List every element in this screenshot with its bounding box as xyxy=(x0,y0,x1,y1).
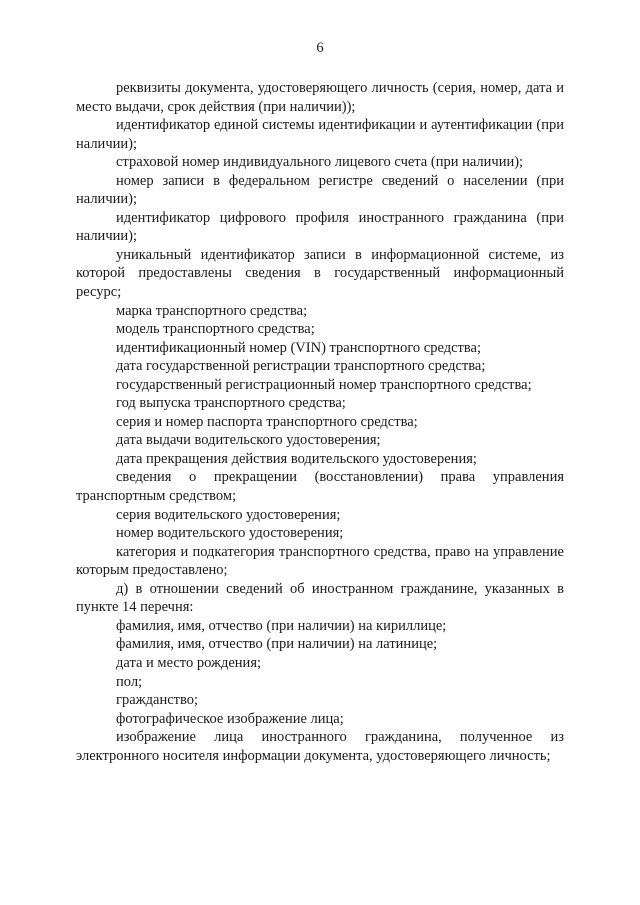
paragraph-registration-date: дата государственной регистрации транспортного средства; xyxy=(116,358,486,375)
paragraph-birth-date-place: дата и место рождения; xyxy=(116,654,262,671)
paragraph-manufacture-year: год выпуска транспортного средства; xyxy=(116,395,346,412)
page-number: 6 xyxy=(316,40,324,56)
paragraph-registration-number: государственный регистрационный номер транспортного средства; xyxy=(116,376,532,393)
paragraph-license-number: номер водительского удостоверения; xyxy=(116,525,344,542)
paragraph-population-register-record: номер записи в федеральном регистре сведений о населении (при наличии); xyxy=(76,172,564,208)
paragraph-snils: страховой номер индивидуального лицевого счета (при наличии); xyxy=(116,154,524,171)
paragraph-vehicle-passport: серия и номер паспорта транспортного средства; xyxy=(116,413,418,430)
paragraph-vehicle-make: марка транспортного средства; xyxy=(116,302,308,319)
paragraph-vehicle-category: категория и подкатегория транспортного средства, право на управление которым предоставлено; xyxy=(76,543,564,579)
document-body xyxy=(76,79,564,765)
paragraph-license-series: серия водительского удостоверения; xyxy=(116,506,341,523)
paragraph-driving-right-status: сведения о прекращении (восстановлении) права управления транспортным средством; xyxy=(76,469,564,505)
paragraph-id-document-details: реквизиты документа, удостоверяющего личность (серия, номер, дата и место выдачи, срок действия (при наличии)); xyxy=(76,80,564,115)
paragraph-name-cyrillic: фамилия, имя, отчество (при наличии) на кириллице; xyxy=(116,617,447,634)
paragraph-license-expiry-date: дата прекращения действия водительского удостоверения; xyxy=(116,450,477,467)
paragraph-name-latin: фамилия, имя, отчество (при наличии) на латинице; xyxy=(116,636,438,653)
paragraph-sex: пол; xyxy=(116,673,143,690)
paragraph-face-image-electronic: изображение лица иностранного гражданина, полученное из электронного носителя информации документа, удостоверяющего личность; xyxy=(76,729,564,764)
paragraph-unique-record-identifier: уникальный идентификатор записи в информационной системе, из которой предоставлены сведения в государственный информационный ресурс; xyxy=(76,246,564,301)
paragraph-section-d-heading: д) в отношении сведений об иностранном гражданине, указанных в пункте 14 перечня: xyxy=(76,580,564,616)
paragraph-esia-identifier: идентификатор единой системы идентификации и аутентификации (при наличии); xyxy=(76,117,564,152)
paragraph-vehicle-model: модель транспортного средства; xyxy=(116,321,315,338)
paragraph-license-issue-date: дата выдачи водительского удостоверения; xyxy=(116,432,381,449)
paragraph-citizenship: гражданство; xyxy=(116,692,199,709)
paragraph-digital-profile-identifier: идентификатор цифрового профиля иностранного гражданина (при наличии); xyxy=(76,209,564,245)
paragraph-face-photo: фотографическое изображение лица; xyxy=(116,710,344,727)
paragraph-vin: идентификационный номер (VIN) транспортного средства; xyxy=(116,339,482,356)
